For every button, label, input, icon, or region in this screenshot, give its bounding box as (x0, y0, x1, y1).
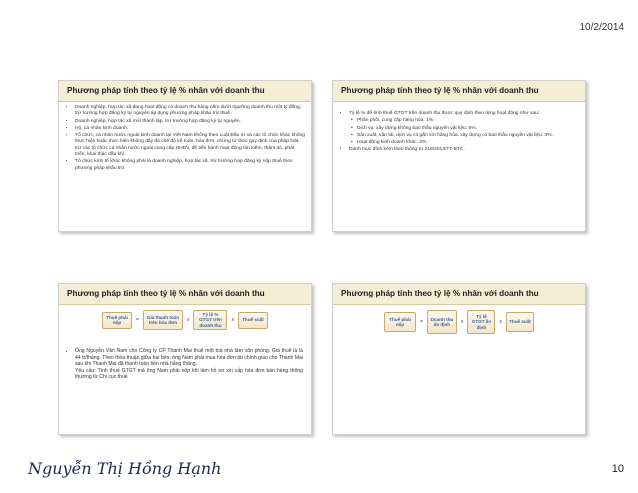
author-signature: Nguyễn Thị Hồng Hạnh (28, 459, 222, 478)
example-text: • Ông Nguyễn Văn Nam cho Công ty CP Thanh Mai thuê một toà nhà làm văn phòng. Giá thuê là là 44 tr/tháng. Theo thỏa thuận giữa hai bên, ông Nam phải mua hóa đơn tài chính giao cho Thanh Mai sau khi Thanh Mai đã thanh toán tiền nhà hằng tháng. (75, 348, 303, 368)
slide-thumbnail-2[interactable] (332, 80, 586, 232)
list-item: • Tổ chức kinh tế khác không phải là doanh nghiệp, hợp tác xã, trừ trường hợp đăng ký nộp thuế theo phương pháp khấu trừ. (75, 159, 305, 172)
list-item: • Doanh nghiệp, hợp tác xã đang hoạt động có doanh thu hàng năm dưới ngưỡng doanh thu một tỷ đồng, trừ trường hợp đăng ký tự nguyện áp dụng phương pháp khấu trừ thuế. (75, 105, 305, 118)
rate-item: • Sản xuất, vận tải, dịch vụ có gắn với hàng hóa, xây dựng có bao thầu nguyên vật liệu: 3%. (357, 133, 579, 139)
formula-operator: x (231, 317, 234, 323)
formula-operator: = (136, 317, 139, 323)
list-item: • Tổ chức, cá nhân nước ngoài kinh doanh tại Việt Nam không theo Luật Đầu tư và các tổ chức khác không thực hiện hoặc thực hiện không đầy đủ chế độ kế toán, hóa đơn, chứng từ theo quy định của pháp luật, trừ các tổ chức cá nhân nước ngoài cung cấp HHDV, để tiến hành hoạt động tìm kiếm, thăm dò, phát triển, khai thác dầu khí. (75, 133, 305, 158)
rate-item: • Dịch vụ, xây dựng không bao thầu nguyên vật liệu: 5%. (357, 126, 579, 132)
slide-body (67, 105, 305, 173)
formula-box: Tỷ lệ GTGT ấn định (467, 310, 495, 334)
rate-item: • Hoạt động kinh doanh khác: 2%. (357, 140, 579, 146)
list-item: • Danh mục đính kèm theo thông tư 219/2013/TT-BTC. (349, 147, 579, 153)
date-label: 10/2/2014 (579, 22, 624, 33)
slide-body (67, 348, 303, 381)
formula-operator: = (420, 319, 423, 325)
rate-item: • Phân phối, cung cấp hàng hóa: 1%. (357, 118, 579, 124)
slide-title: Phương pháp tính theo tỷ lệ % nhân với doanh thu (59, 284, 311, 305)
formula-box: Thuế suất (238, 312, 268, 329)
formula-box: Thuế phải nộp (384, 312, 416, 332)
slide-thumbnail-4[interactable] (332, 283, 586, 435)
intro-text: Tỷ lệ % để tính thuế GTGT trên doanh thu được quy định theo từng hoạt động như sau: (349, 111, 540, 116)
formula-box: Giá thanh toán trên hóa đơn (143, 310, 183, 330)
formula-operator: x (186, 317, 190, 323)
slide-thumbnail-1[interactable] (58, 80, 312, 232)
formula-operator: x (460, 319, 464, 325)
list-item: • Hộ, cá nhân kinh doanh. (75, 126, 305, 132)
formula-box: Thuế suất (506, 312, 534, 332)
slide-title: Phương pháp tính theo tỷ lệ % nhân với doanh thu (333, 284, 585, 305)
requirement-text: Yêu cầu: Tính thuế GTGT mà ông Nam phải nộp khi làm hồ sơ xin cấp hóa đơn bán hàng thông thường từ Chi cục thuế (75, 367, 303, 381)
list-item: • Doanh nghiệp, hợp tác xã mới thành lập, trừ trường hợp đăng ký tự nguyện. (75, 119, 305, 125)
formula-diagram (59, 310, 311, 330)
slide-title: Phương pháp tính theo tỷ lệ % nhân với doanh thu (333, 81, 585, 102)
formula-box: Thuế phải nộp (102, 312, 132, 329)
formula-box: Doanh thu ấn định (427, 310, 457, 334)
slide-thumbnail-3[interactable] (58, 283, 312, 435)
slide-body (341, 111, 579, 155)
page-number: 10 (611, 463, 624, 475)
slide-title: Phương pháp tính theo tỷ lệ % nhân với doanh thu (59, 81, 311, 102)
formula-diagram (333, 310, 585, 334)
list-item (349, 111, 579, 146)
formula-box: Tỷ lệ % GTGT trên doanh thu (193, 310, 227, 330)
formula-operator: x (499, 319, 502, 325)
